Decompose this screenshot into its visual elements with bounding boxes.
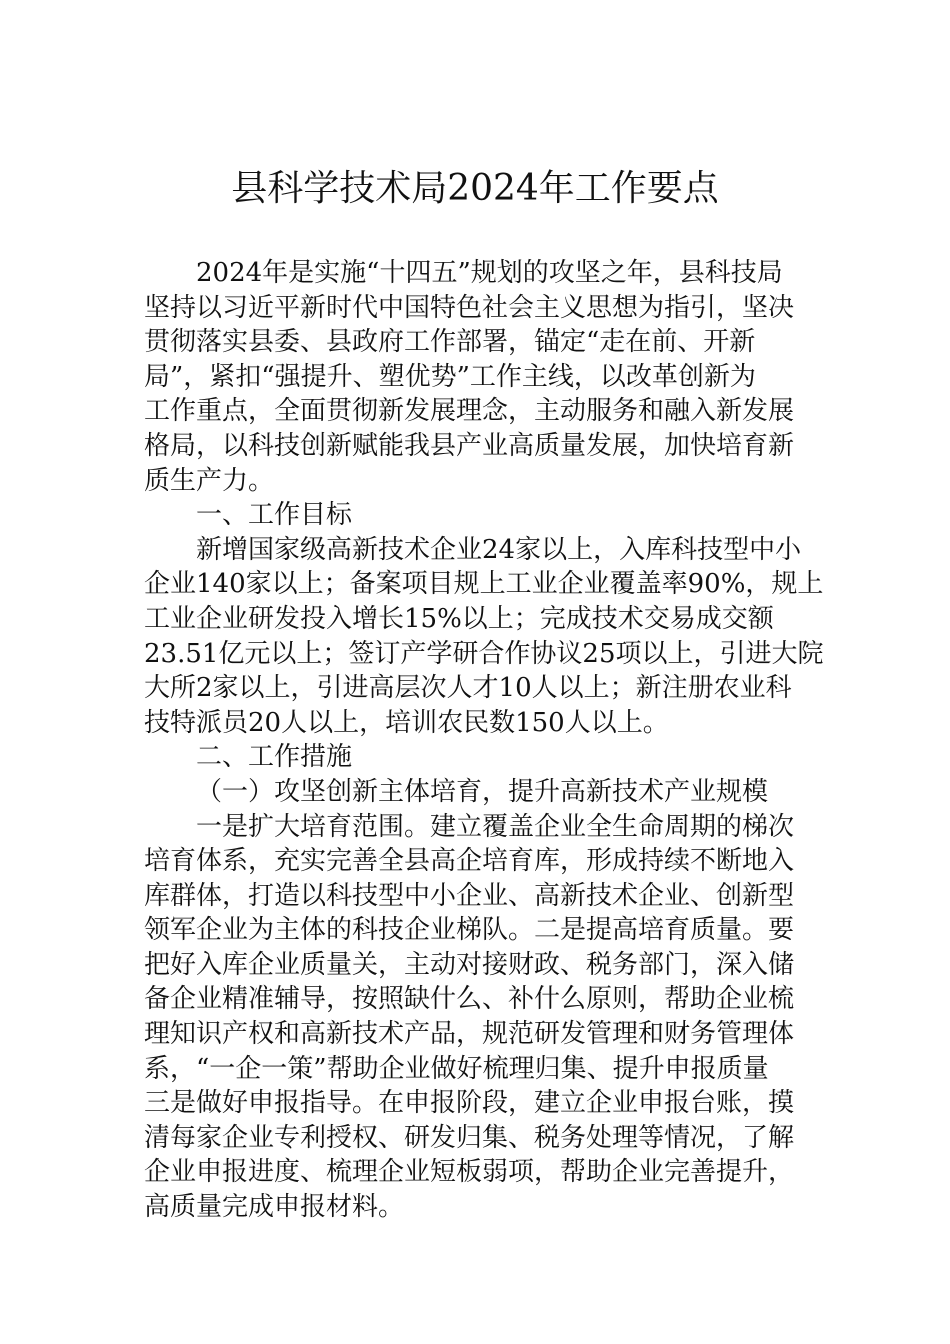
paragraph-line: 技特派员20人以上，培训农民数150人以上。 — [144, 707, 669, 738]
document-title: 县科学技术局2024年工作要点 — [231, 168, 719, 209]
paragraph-line: 企业140家以上；备案项目规上工业企业覆盖率90%，规上 — [144, 569, 824, 600]
paragraph-line: 局”，紧扣“强提升、塑优势”工作主线，以改革创新为 — [144, 361, 756, 392]
paragraph-line: 贯彻落实县委、县政府工作部署，锚定“走在前、开新 — [144, 327, 756, 358]
paragraph-line: 清每家企业专利授权、研发归集、税务处理等情况，了解 — [144, 1122, 795, 1153]
section-heading: 一、工作目标 — [196, 500, 353, 531]
paragraph-line: 领军企业为主体的科技企业梯队。二是提高培育质量。要 — [144, 915, 795, 946]
paragraph-line: 坚持以习近平新时代中国特色社会主义思想为指引，坚决 — [144, 292, 795, 323]
paragraph-line: 系，“一企一策”帮助企业做好梳理归集、提升申报质量 — [144, 1053, 769, 1084]
paragraph-line: 2024年是实施“十四五”规划的攻坚之年，县科技局 — [196, 258, 783, 288]
paragraph-line: 把好入库企业质量关，主动对接财政、税务部门，深入储 — [144, 949, 795, 980]
paragraph-line: 新增国家级高新技术企业24家以上，入库科技型中小 — [196, 534, 802, 565]
paragraph-line: 培育体系，充实完善全县高企培育库，形成持续不断地入 — [144, 846, 795, 877]
paragraph-line: 格局，以科技创新赋能我县产业高质量发展，加快培育新 — [144, 430, 795, 461]
paragraph-line: 质生产力。 — [144, 465, 275, 496]
paragraph-line: 理知识产权和高新技术产品，规范研发管理和财务管理体 — [144, 1019, 795, 1050]
paragraph-line: 备企业精准辅导，按照缺什么、补什么原则，帮助企业梳 — [144, 984, 795, 1015]
paragraph-line: 高质量完成申报材料。 — [144, 1192, 405, 1223]
paragraph-line: 大所2家以上，引进高层次人才10人以上；新注册农业科 — [144, 673, 792, 704]
subsection-heading: （一）攻坚创新主体培育，提升高新技术产业规模 — [196, 776, 769, 807]
document-body — [144, 256, 824, 1225]
paragraph-line: 23.51亿元以上；签订产学研合作协议25项以上，引进大院 — [144, 638, 824, 669]
paragraph-line: 企业申报进度、梳理企业短板弱项，帮助企业完善提升， — [144, 1157, 795, 1188]
section-heading: 二、工作措施 — [196, 742, 353, 773]
paragraph-line: 库群体，打造以科技型中小企业、高新技术企业、创新型 — [144, 880, 795, 911]
paragraph-line: 三是做好申报指导。在申报阶段，建立企业申报台账，摸 — [144, 1088, 795, 1119]
paragraph-line: 工业企业研发投入增长15%以上；完成技术交易成交额 — [144, 603, 774, 634]
paragraph-line: 一是扩大培育范围。建立覆盖企业全生命周期的梯次 — [196, 811, 795, 842]
paragraph-line: 工作重点，全面贯彻新发展理念，主动服务和融入新发展 — [144, 396, 795, 427]
